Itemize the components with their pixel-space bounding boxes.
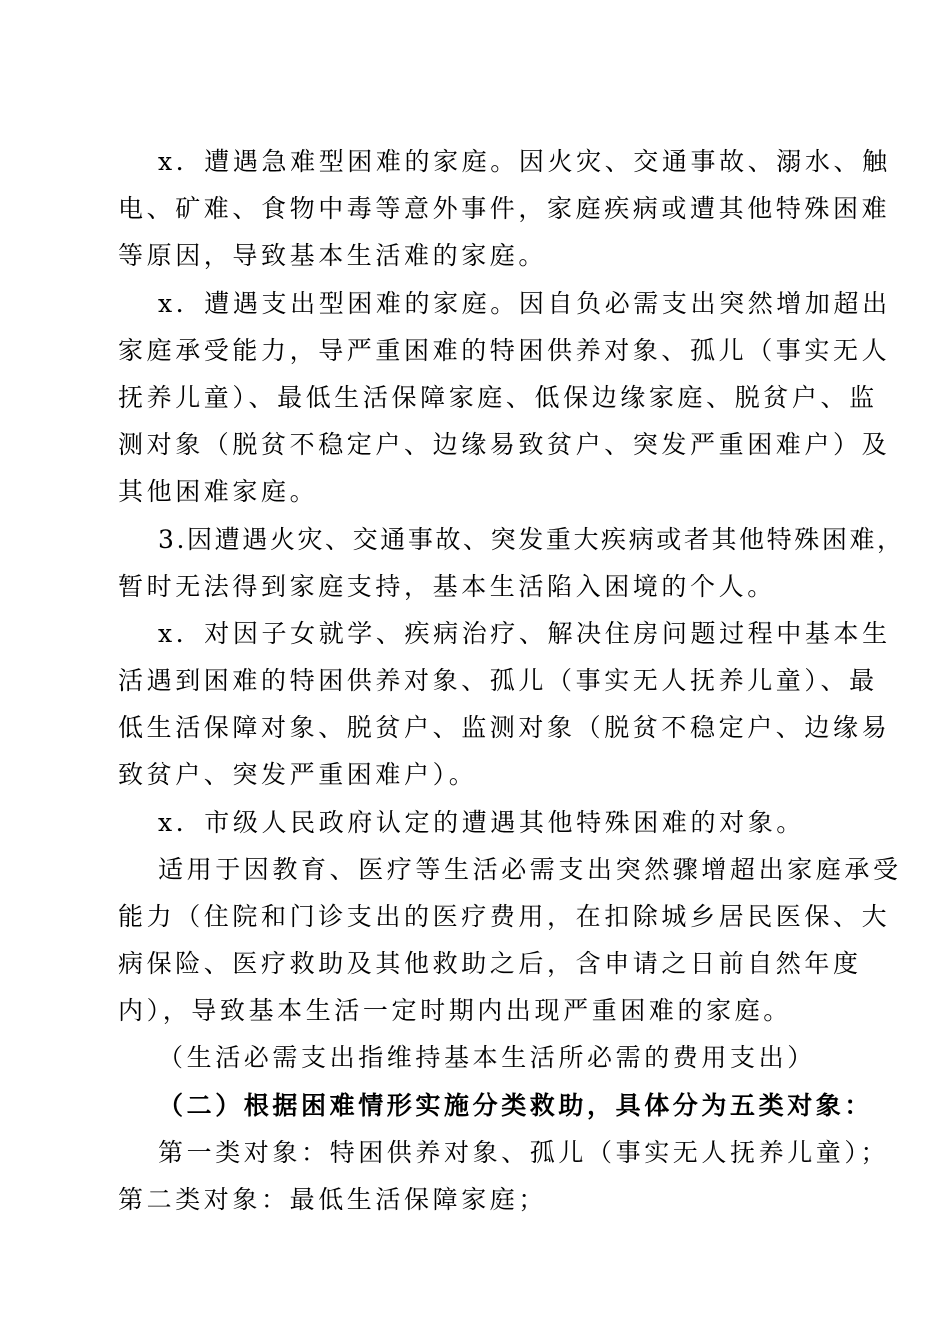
text-line: 低生活保障对象、脱贫户、监测对象（脱贫不稳定户、边缘易 xyxy=(118,713,891,742)
text-line: x．对因子女就学、疾病治疗、解决住房问题过程中基本生 xyxy=(158,619,891,648)
text-line: 第一类对象：特困供养对象、孤儿（事实无人抚养儿童）； xyxy=(158,1138,890,1167)
text-line: x．市级人民政府认定的遭遇其他特殊困难的对象。 xyxy=(158,808,805,837)
text-line: 内），导致基本生活一定时期内出现严重困难的家庭。 xyxy=(118,996,792,1025)
section-heading: （二）根据困难情形实施分类救助，具体分为五类对象： xyxy=(158,1091,874,1120)
text-line: 家庭承受能力，导严重困难的特困供养对象、孤儿（事实无人 xyxy=(118,336,891,365)
text-line: x．遭遇急难型困难的家庭。因火灾、交通事故、溺水、触 xyxy=(158,147,891,176)
text-line: 等原因，导致基本生活难的家庭。 xyxy=(118,241,548,270)
text-line: 电、矿难、食物中毒等意外事件，家庭疾病或遭其他特殊困难 xyxy=(118,194,891,223)
text-line: 测对象（脱贫不稳定户、边缘易致贫户、突发严重困难户）及 xyxy=(118,430,891,459)
text-line: 抚养儿童）、最低生活保障家庭、低保边缘家庭、脱贫户、监 xyxy=(118,383,878,412)
text-line: 第二类对象：最低生活保障家庭； xyxy=(118,1185,548,1214)
text-line: 暂时无法得到家庭支持，基本生活陷入困境的个人。 xyxy=(118,572,776,601)
text-line: 活遇到困难的特困供养对象、孤儿（事实无人抚养儿童）、最 xyxy=(118,666,878,695)
text-line: 病保险、医疗救助及其他救助之后，含申请之日前自然年度 xyxy=(118,949,862,978)
text-line: 适用于因教育、医疗等生活必需支出突然骤增超出家庭承受 xyxy=(158,855,902,884)
text-line: 其他困难家庭。 xyxy=(118,477,319,506)
text-line: 3.因遭遇火灾、交通事故、突发重大疾病或者其他特殊困难， xyxy=(158,525,905,554)
text-line: 能力（住院和门诊支出的医疗费用，在扣除城乡居民医保、大 xyxy=(118,902,891,931)
text-line: x．遭遇支出型困难的家庭。因自负必需支出突然增加超出 xyxy=(158,289,891,318)
text-line: 致贫户、突发严重困难户）。 xyxy=(118,760,478,789)
text-line: （生活必需支出指维持基本生活所必需的费用支出） xyxy=(158,1043,816,1072)
